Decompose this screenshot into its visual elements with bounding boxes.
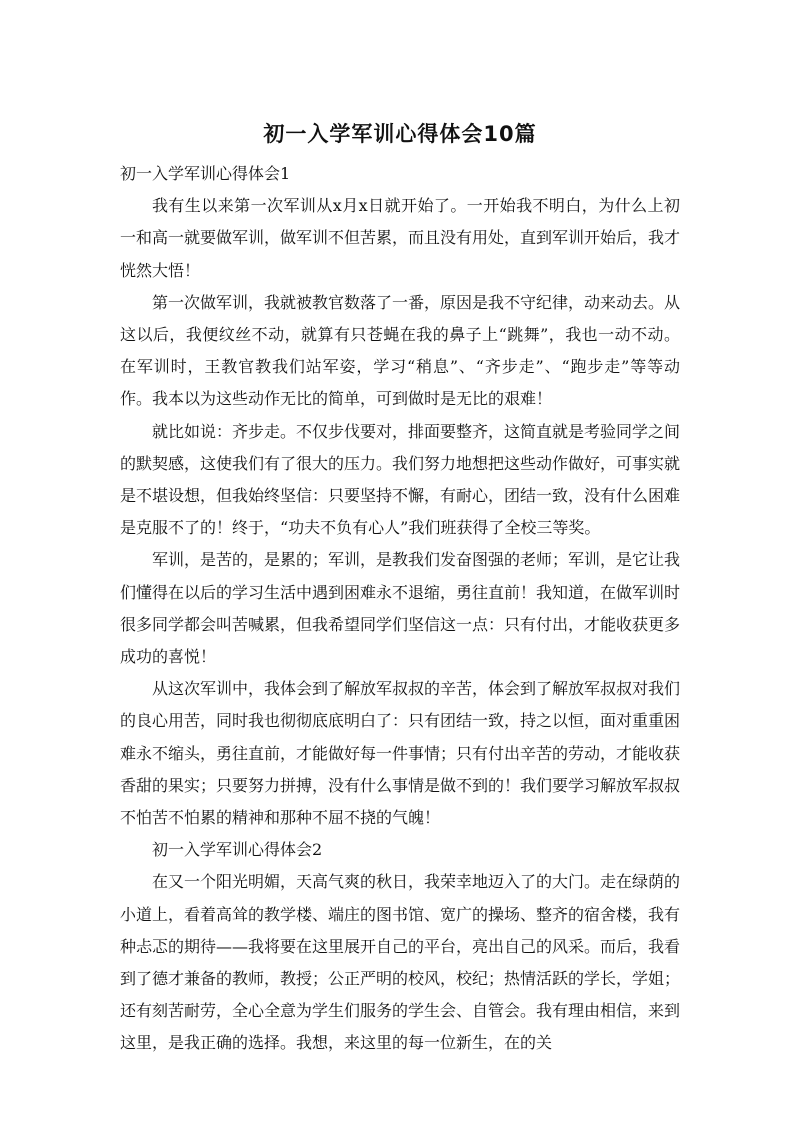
document-body bbox=[120, 158, 680, 1060]
paragraph: 就比如说：齐步走。不仅步伐要对，排面要整齐，这简直就是考验同学之间的默契感，这使我们有了很大的压力。我们努力地想把这些动作做好，可事实就是不堪设想，但我始终坚信：只要坚持不懈，有耐心，团结一致，没有什么困难是克服不了的！终于，“功夫不负有心人”我们班获得了全校三等奖。 bbox=[120, 421, 681, 538]
paragraph: 在又一个阳光明媚，天高气爽的秋日，我荣幸地迈入了的大门。走在绿荫的小道上，看着高耸的教学楼、端庄的图书馆、宽广的操场、整齐的宿舍楼，我有种忐忑的期待——我将要在这里展开自己的平台，亮出自己的风采。而后，我看到了德才兼备的教师，教授；公正严明的校风，校纪；热情活跃的学长，学姐；还有刻苦耐劳，全心全意为学生们服务的学生会、自管会。我有理由相信，来到这里，是我正确的选择。我想，来这里的每一位新生，在的关 bbox=[120, 872, 681, 1053]
paragraph: 从这次军训中，我体会到了解放军叔叔的辛苦，体会到了解放军叔叔对我们的良心用苦，同时我也彻彻底底明白了：只有团结一致，持之以恒，面对重重困难永不缩头，勇往直前，才能做好每一件事情；只有付出辛苦的劳动，才能收获香甜的果实；只要努力拼搏，没有什么事情是做不到的！我们要学习解放军叔叔不怕苦不怕累的精神和那种不屈不挠的气魄！ bbox=[120, 679, 681, 828]
document-title: 初一入学军训心得体会10篇 bbox=[263, 122, 537, 146]
paragraph: 军训，是苦的，是累的；军训，是教我们发奋图强的老师；军训，是它让我们懂得在以后的学习生活中遇到困难永不退缩，勇往直前！我知道，在做军训时很多同学都会叫苦喊累，但我希望同学们坚信这一点：只有付出，才能收获更多成功的喜悦！ bbox=[120, 550, 681, 667]
paragraph: 我有生以来第一次军训从x月x日就开始了。一开始我不明白，为什么上初一和高一就要做军训，做军训不但苦累，而且没有用处，直到军训开始后，我才恍然大悟！ bbox=[120, 196, 681, 280]
paragraph: 第一次做军训，我就被教官数落了一番，原因是我不守纪律，动来动去。从这以后，我便纹丝不动，就算有只苍蝇在我的鼻子上“跳舞”，我也一动不动。在军训时，王教官教我们站军姿，学习“稍息”、“齐步走”、“跑步走”等等动作。我本以为这些动作无比的简单，可到做时是无比的艰难！ bbox=[120, 292, 681, 409]
section-heading-1: 初一入学军训心得体会1 bbox=[120, 164, 291, 183]
section-heading-2: 初一入学军训心得体会2 bbox=[152, 840, 323, 860]
